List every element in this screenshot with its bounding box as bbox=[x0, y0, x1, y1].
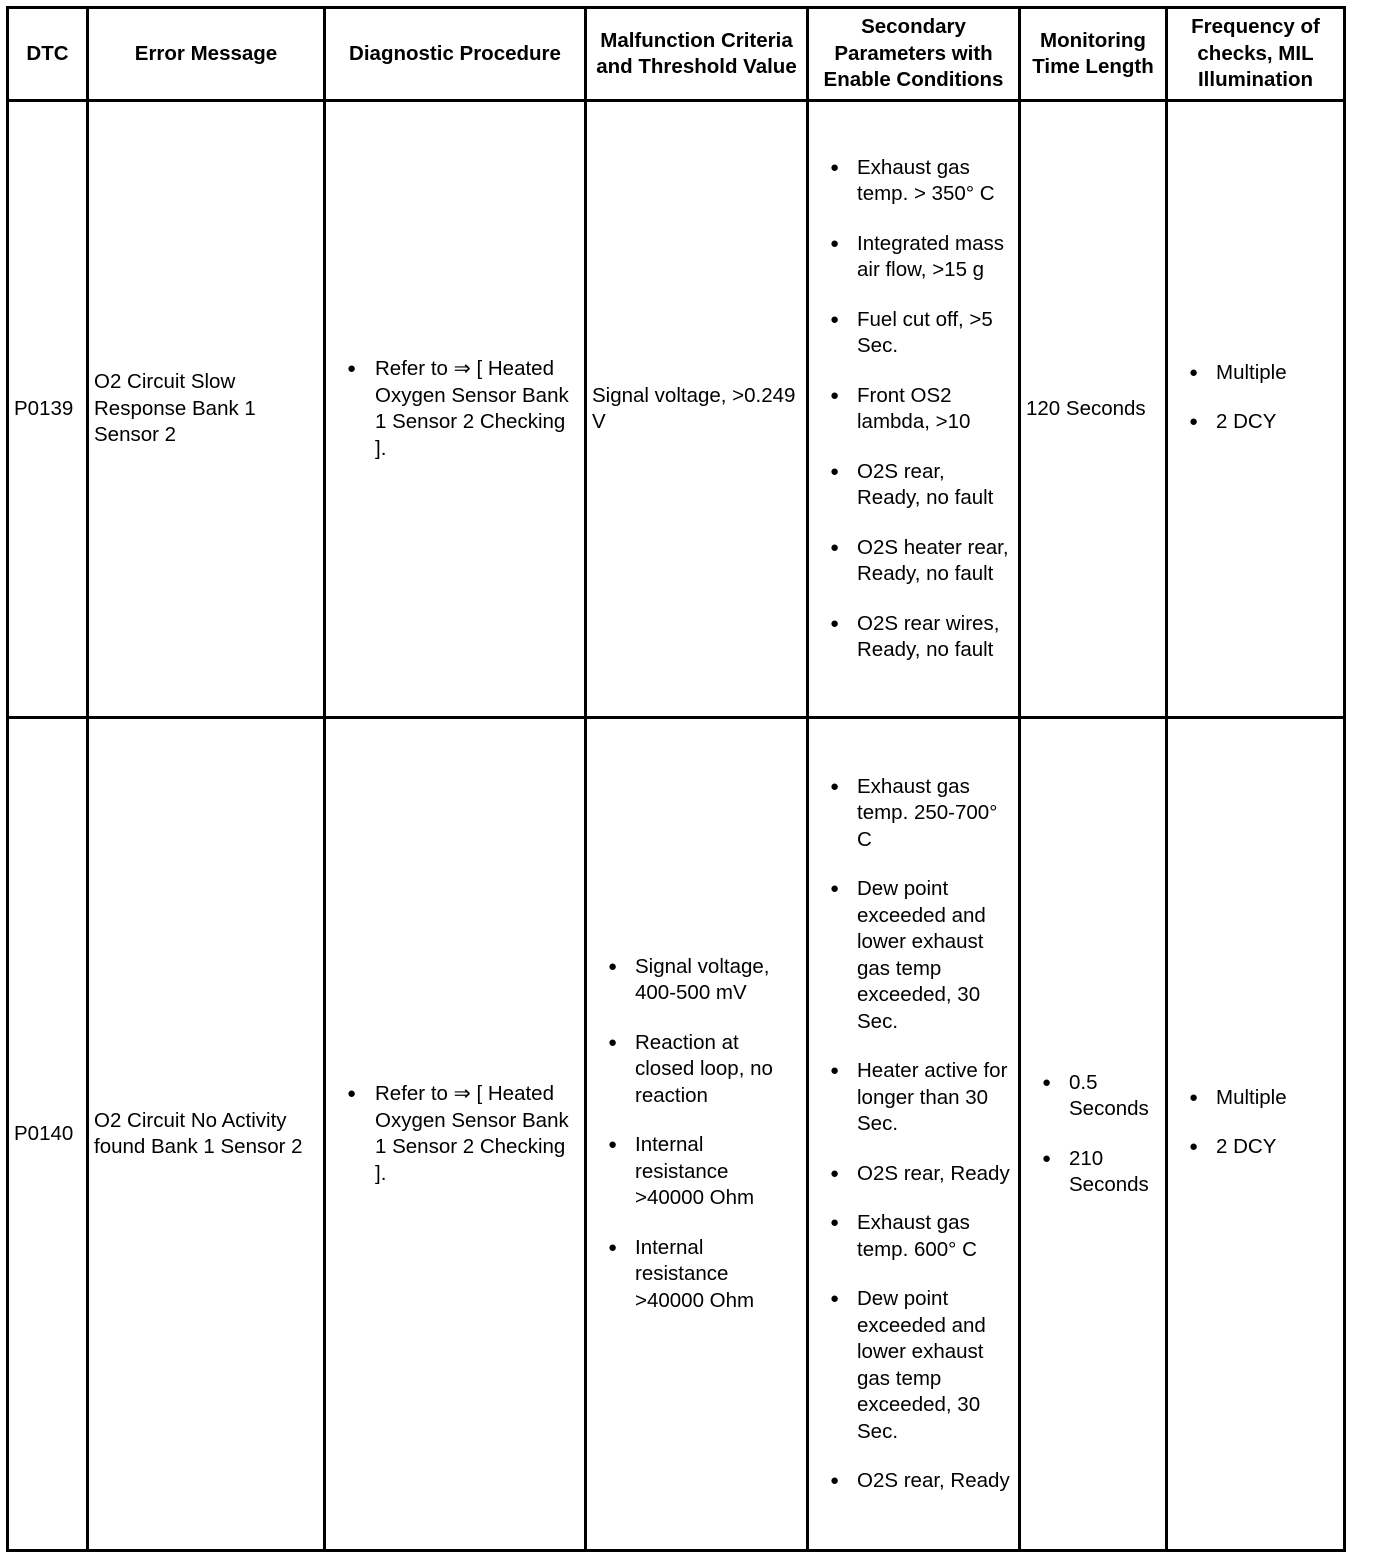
header-frequency: Frequency of checks, MIL Illumination bbox=[1167, 8, 1345, 101]
table-row bbox=[8, 718, 1345, 1551]
monitoring-time bbox=[1020, 718, 1167, 1551]
list-item-text: Multiple bbox=[1216, 360, 1287, 384]
list-item bbox=[814, 307, 1013, 360]
bullet-icon: ● bbox=[347, 360, 357, 377]
list-item bbox=[1173, 360, 1338, 387]
header-malfunction-criteria: Malfunction Criteria and Threshold Value bbox=[586, 8, 808, 101]
list-item-text: Dew point exceeded and lower exhaust gas temp exceeded, 30 Sec. bbox=[857, 877, 986, 1033]
secondary-parameter-list bbox=[814, 774, 1013, 1495]
procedure-link-text: Refer to ⇒ [ Heated Oxygen Sensor Bank 1 Sensor 2 Checking ]. bbox=[375, 357, 569, 460]
malfunction-criteria: Signal voltage, >0.249 V bbox=[586, 101, 808, 718]
list-item-text: O2S rear, Ready, no fault bbox=[857, 459, 994, 509]
bullet-icon: ● bbox=[608, 1238, 618, 1256]
list-item bbox=[1173, 1085, 1338, 1112]
bullet-icon: ● bbox=[830, 777, 840, 795]
list-item bbox=[1173, 409, 1338, 436]
list-item-text: Front OS2 lambda, >10 bbox=[857, 383, 971, 433]
list-item-text: 210 Seconds bbox=[1069, 1146, 1149, 1196]
list-item bbox=[814, 774, 1013, 854]
list-item bbox=[592, 1235, 801, 1315]
list-item bbox=[814, 155, 1013, 208]
list-item-text: Integrated mass air flow, >15 g bbox=[857, 231, 1004, 281]
list-item-text: Dew point exceeded and lower exhaust gas temp exceeded, 30 Sec. bbox=[857, 1287, 986, 1443]
bullet-icon: ● bbox=[830, 1164, 840, 1182]
bullet-icon: ● bbox=[830, 386, 840, 404]
dtc-table bbox=[6, 6, 1346, 1552]
list-item-text: Internal resistance >40000 Ohm bbox=[635, 1133, 755, 1210]
bullet-icon: ● bbox=[347, 1085, 357, 1102]
frequency bbox=[1167, 718, 1345, 1551]
error-message: O2 Circuit No Activity found Bank 1 Sensor 2 bbox=[88, 718, 325, 1551]
frequency-list bbox=[1173, 1085, 1338, 1161]
monitoring-time: 120 Seconds bbox=[1020, 101, 1167, 718]
bullet-icon: ● bbox=[830, 310, 840, 328]
bullet-icon: ● bbox=[608, 957, 618, 975]
header-error-message: Error Message bbox=[88, 8, 325, 101]
frequency bbox=[1167, 101, 1345, 718]
list-item bbox=[592, 954, 801, 1007]
bullet-icon: ● bbox=[830, 462, 840, 480]
list-item bbox=[814, 459, 1013, 512]
bullet-icon: ● bbox=[830, 234, 840, 252]
list-item bbox=[814, 1161, 1013, 1188]
procedure-list bbox=[331, 356, 579, 462]
list-item-text: 2 DCY bbox=[1216, 410, 1277, 433]
list-item-text: Exhaust gas temp. > 350° C bbox=[857, 155, 995, 205]
bullet-icon: ● bbox=[608, 1033, 618, 1051]
bullet-icon: ● bbox=[1042, 1149, 1052, 1167]
list-item bbox=[331, 356, 579, 462]
monitoring-time-list bbox=[1026, 1070, 1160, 1199]
list-item bbox=[814, 1210, 1013, 1263]
bullet-icon: ● bbox=[1189, 1138, 1199, 1155]
list-item bbox=[814, 383, 1013, 436]
procedure-link-text: Refer to ⇒ [ Heated Oxygen Sensor Bank 1 Sensor 2 Checking ]. bbox=[375, 1082, 569, 1185]
diagnostic-procedure bbox=[325, 101, 586, 718]
list-item bbox=[592, 1132, 801, 1212]
list-item bbox=[814, 231, 1013, 284]
list-item bbox=[1026, 1146, 1160, 1199]
bullet-icon: ● bbox=[1042, 1073, 1052, 1091]
header-secondary-parameters: Secondary Parameters with Enable Conditions bbox=[808, 8, 1020, 101]
dtc-code: P0139 bbox=[8, 101, 88, 718]
list-item-text: Heater active for longer than 30 Sec. bbox=[857, 1059, 1008, 1135]
list-item-text: Internal resistance >40000 Ohm bbox=[635, 1235, 755, 1312]
header-monitoring-time: Monitoring Time Length bbox=[1020, 8, 1167, 101]
list-item bbox=[814, 1286, 1013, 1445]
list-item bbox=[814, 1468, 1013, 1495]
header-diagnostic-procedure: Diagnostic Procedure bbox=[325, 8, 586, 101]
procedure-list bbox=[331, 1081, 579, 1187]
bullet-icon: ● bbox=[830, 880, 840, 897]
list-item bbox=[814, 1058, 1013, 1138]
list-item bbox=[331, 1081, 579, 1187]
list-item-text: Fuel cut off, >5 Sec. bbox=[857, 307, 993, 357]
bullet-icon: ● bbox=[1189, 1088, 1199, 1106]
list-item bbox=[814, 535, 1013, 588]
table-row bbox=[8, 101, 1345, 718]
dtc-code: P0140 bbox=[8, 718, 88, 1551]
list-item bbox=[1173, 1134, 1338, 1161]
list-item-text: Exhaust gas temp. 250-700° C bbox=[857, 774, 998, 851]
secondary-parameter-list bbox=[814, 155, 1013, 664]
list-item-text: Multiple bbox=[1216, 1085, 1287, 1109]
bullet-icon: ● bbox=[608, 1136, 618, 1154]
bullet-icon: ● bbox=[830, 1472, 840, 1489]
list-item-text: Signal voltage, 400-500 mV bbox=[635, 954, 770, 1005]
frequency-list bbox=[1173, 360, 1338, 436]
header-dtc: DTC bbox=[8, 8, 88, 101]
malfunction-criteria bbox=[586, 718, 808, 1551]
list-item-text: 0.5 Seconds bbox=[1069, 1070, 1149, 1120]
diagnostic-procedure bbox=[325, 718, 586, 1551]
list-item-text: Exhaust gas temp. 600° C bbox=[857, 1211, 977, 1261]
list-item-text: 2 DCY bbox=[1216, 1135, 1277, 1158]
list-item bbox=[814, 611, 1013, 664]
bullet-icon: ● bbox=[830, 1214, 840, 1231]
bullet-icon: ● bbox=[830, 1062, 840, 1079]
header-row bbox=[8, 8, 1345, 101]
bullet-icon: ● bbox=[830, 614, 840, 632]
list-item bbox=[814, 876, 1013, 1035]
list-item bbox=[1026, 1070, 1160, 1123]
list-item-text: O2S rear, Ready bbox=[857, 1161, 1010, 1185]
bullet-icon: ● bbox=[1189, 413, 1199, 430]
bullet-icon: ● bbox=[830, 158, 840, 176]
error-message: O2 Circuit Slow Response Bank 1 Sensor 2 bbox=[88, 101, 325, 718]
bullet-icon: ● bbox=[1189, 363, 1199, 381]
secondary-parameters bbox=[808, 718, 1020, 1551]
bullet-icon: ● bbox=[830, 538, 840, 556]
bullet-icon: ● bbox=[830, 1290, 840, 1307]
list-item-text: O2S rear, Ready bbox=[857, 1469, 1010, 1492]
list-item-text: Reaction at closed loop, no reaction bbox=[635, 1030, 773, 1107]
list-item-text: O2S rear wires, Ready, no fault bbox=[857, 611, 1000, 661]
list-item-text: O2S heater rear, Ready, no fault bbox=[857, 535, 1009, 585]
secondary-parameters bbox=[808, 101, 1020, 718]
criteria-list bbox=[592, 954, 801, 1315]
list-item bbox=[592, 1030, 801, 1110]
